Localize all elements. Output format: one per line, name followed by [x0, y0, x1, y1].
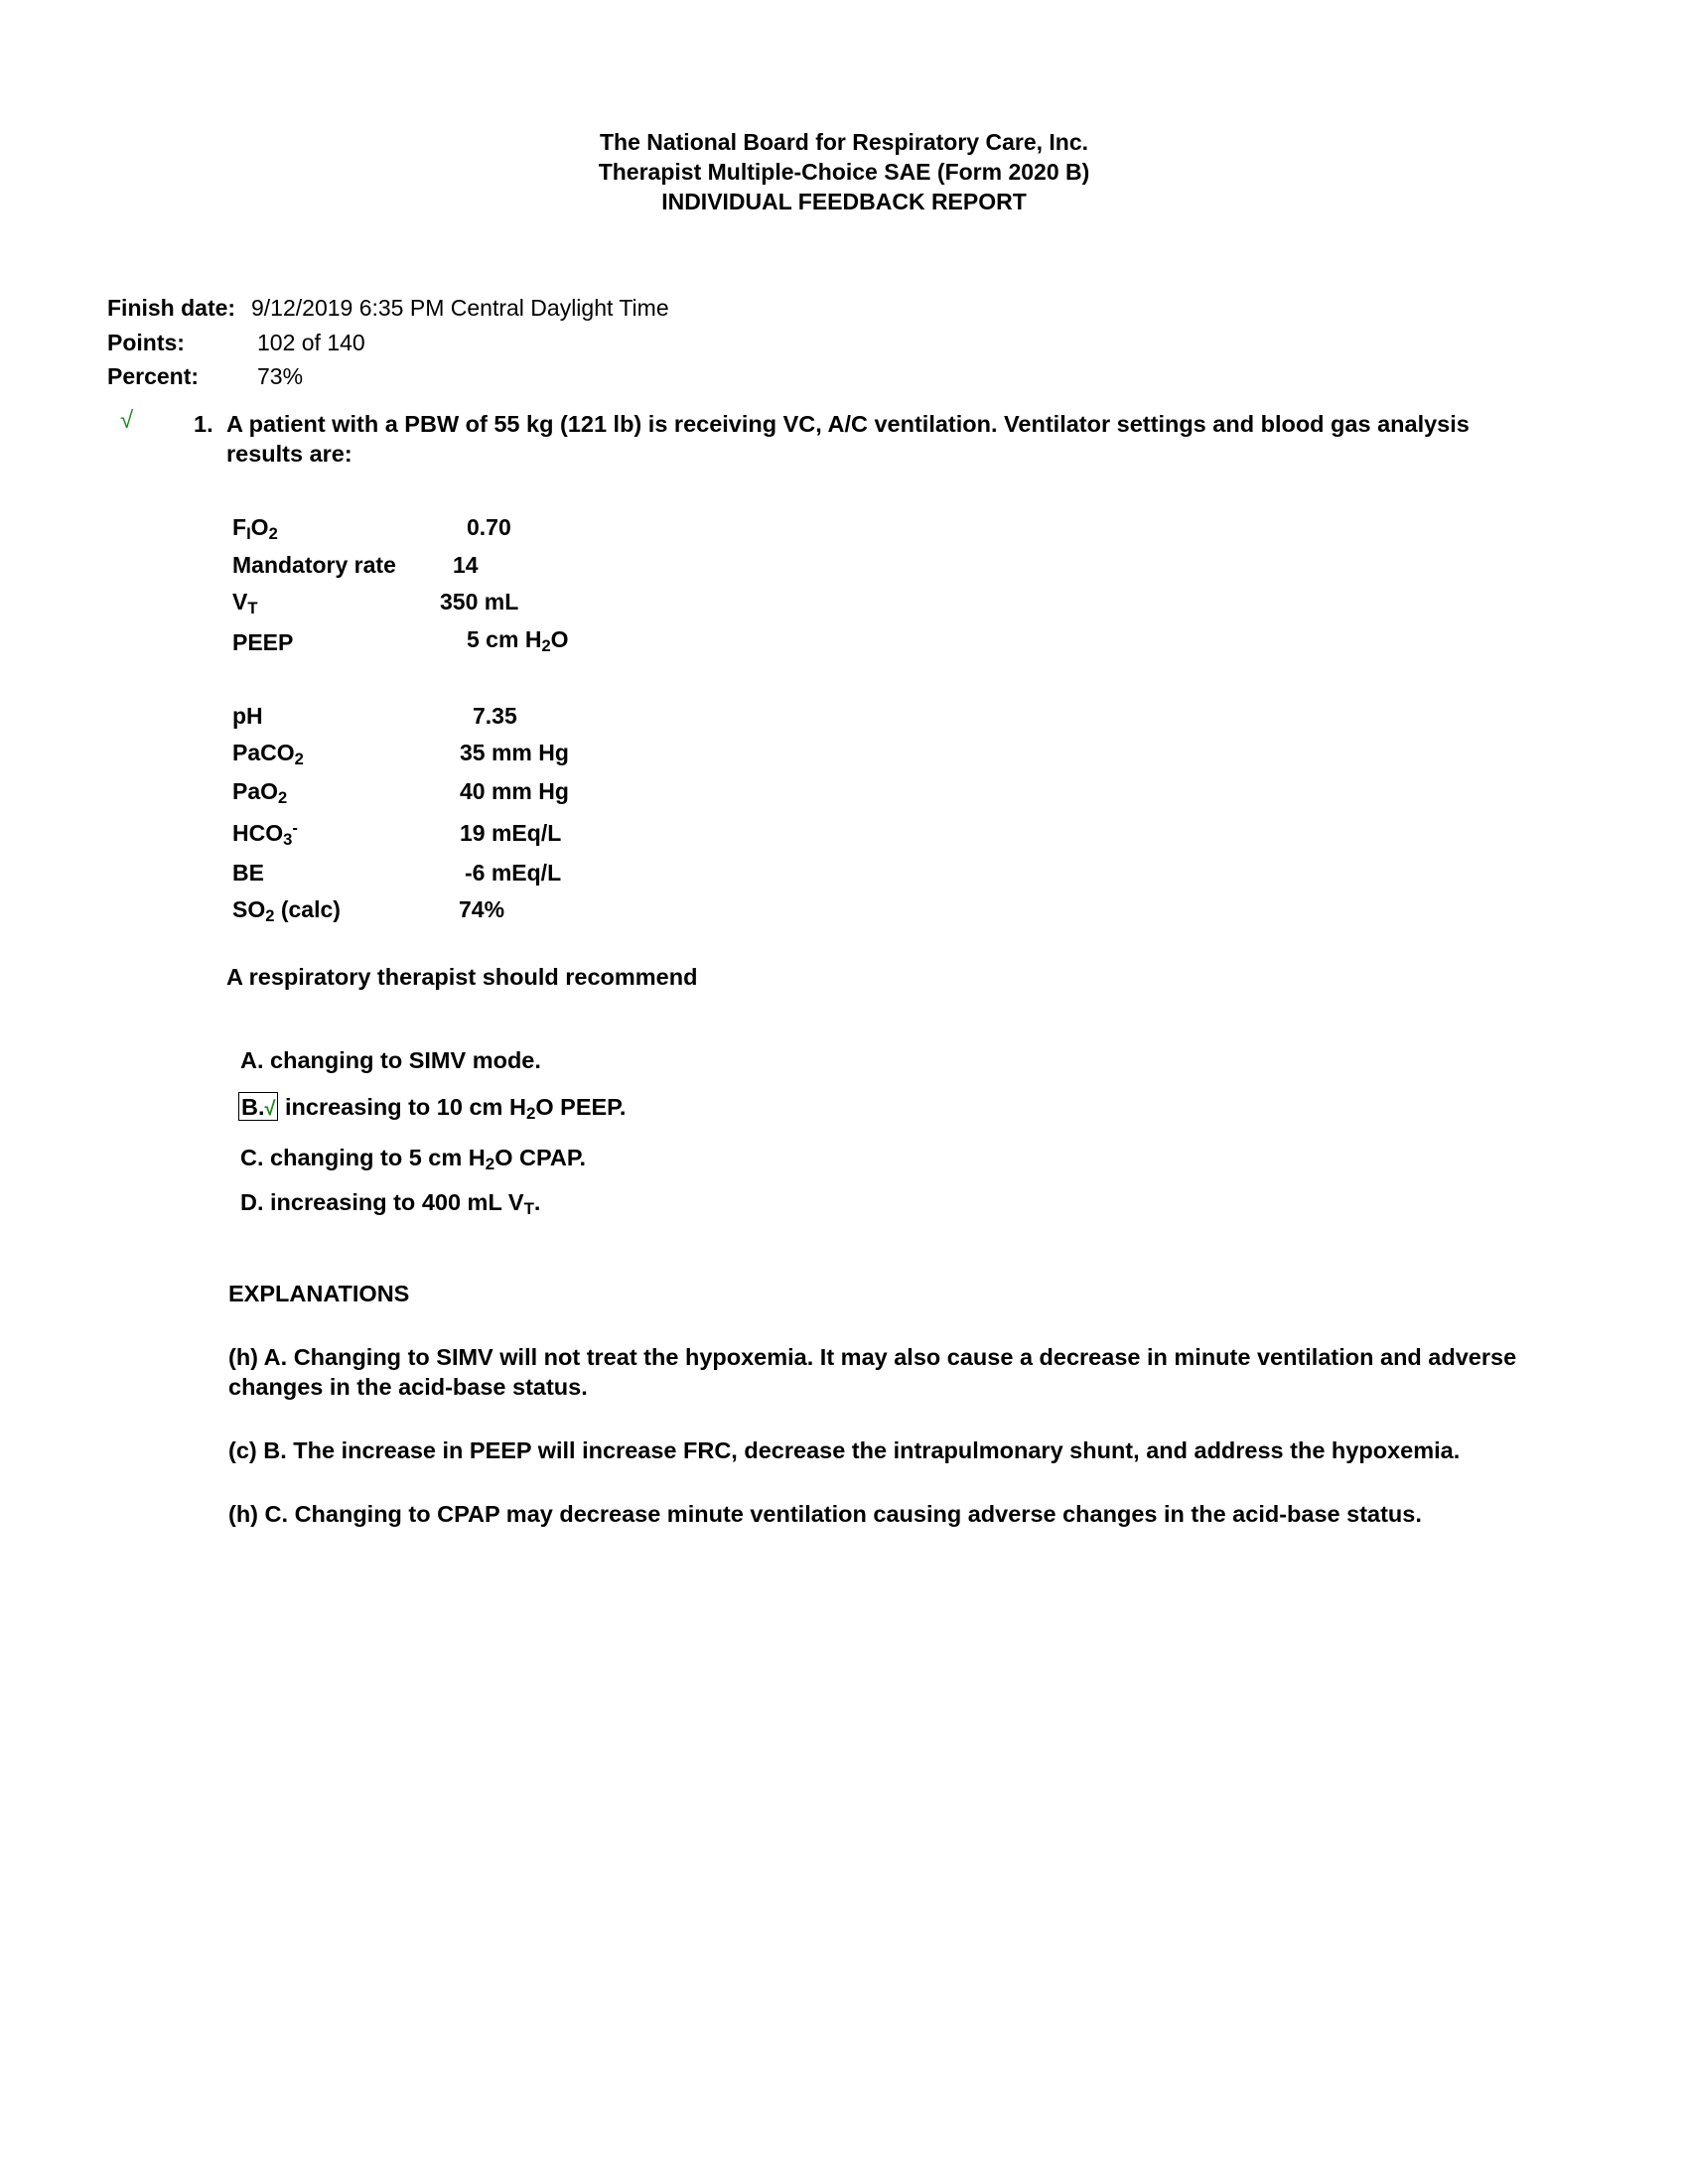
- option-a: A. changing to SIMV mode.: [240, 1047, 541, 1073]
- mandatory-rate-value: 14: [453, 552, 479, 578]
- option-b-selected: B.√ increasing to 10 cm $H_2O$ PEEP.: [238, 1094, 626, 1121]
- explanation-b: (c) B. The increase in PEEP will increase FRC, decrease the intrapulmonary shunt, and address the hypoxemia.: [228, 1437, 1461, 1463]
- correct-answer-check-icon: √: [264, 1098, 276, 1120]
- pao2-value: 40 mm Hg: [460, 778, 569, 804]
- selected-answer-box: B.√: [238, 1092, 278, 1121]
- explanation-a: (h) A. Changing to SIMV will not treat the hypoxemia. It may also cause a decrease in minute ventilation and adverse changes in the acid-base status.: [228, 1344, 1517, 1400]
- points-value: 102 of 140: [257, 330, 365, 355]
- peep-value: 5 cm $H_2O$: [467, 626, 569, 656]
- report-header: [0, 127, 1688, 216]
- correct-check-icon: √: [120, 407, 134, 434]
- percent-value: 73%: [257, 363, 304, 389]
- points-label: Points:: [107, 330, 185, 355]
- so2-label: $SO_2$ (calc): [232, 896, 341, 926]
- option-c: C. changing to 5 cm $H_2O$ CPAP.: [240, 1145, 587, 1174]
- peep-label: PEEP: [232, 629, 294, 655]
- finish-date-value: 9/12/2019 6:35 PM Central Daylight Time: [251, 295, 669, 321]
- explanations-heading: EXPLANATIONS: [228, 1281, 410, 1306]
- percent-label: Percent:: [107, 363, 200, 389]
- ph-label: pH: [232, 703, 263, 729]
- header-org: The National Board for Respiratory Care, Inc.: [599, 129, 1089, 155]
- finish-date-label: Finish date:: [107, 295, 236, 321]
- fio2-label: $F_IO_2$: [232, 514, 278, 544]
- be-value: -6 mEq/L: [465, 860, 562, 886]
- pao2-label: PaO$_2$: [232, 778, 288, 808]
- question-number: 1.: [194, 411, 213, 437]
- header-exam: Therapist Multiple-Choice SAE (Form 2020 B): [598, 159, 1090, 185]
- explanation-c: (h) C. Changing to CPAP may decrease minute ventilation causing adverse changes in the acid-base status.: [228, 1501, 1422, 1527]
- question-stem: A patient with a PBW of 55 kg (121 lb) is receiving VC, A/C ventilation. Ventilator settings and blood gas analysis results are:: [226, 411, 1470, 467]
- question-prompt: A respiratory therapist should recommend: [226, 964, 698, 990]
- vt-label: $V_T$: [232, 589, 258, 618]
- ph-value: 7.35: [473, 703, 517, 729]
- option-d: D. increasing to 400 mL $V_T$.: [240, 1189, 541, 1219]
- fio2-value: 0.70: [467, 514, 511, 540]
- paco2-value: 35 mm Hg: [460, 740, 569, 765]
- hco3-value: 19 mEq/L: [460, 820, 562, 846]
- hco3-label: $HCO_3^-$: [232, 818, 298, 850]
- paco2-label: PaCO$_2$: [232, 740, 304, 769]
- vt-value: 350 mL: [440, 589, 519, 614]
- be-label: BE: [232, 860, 264, 886]
- header-report-title: INDIVIDUAL FEEDBACK REPORT: [661, 189, 1027, 214]
- so2-value: 74%: [459, 896, 505, 922]
- mandatory-rate-label: Mandatory rate: [232, 552, 396, 578]
